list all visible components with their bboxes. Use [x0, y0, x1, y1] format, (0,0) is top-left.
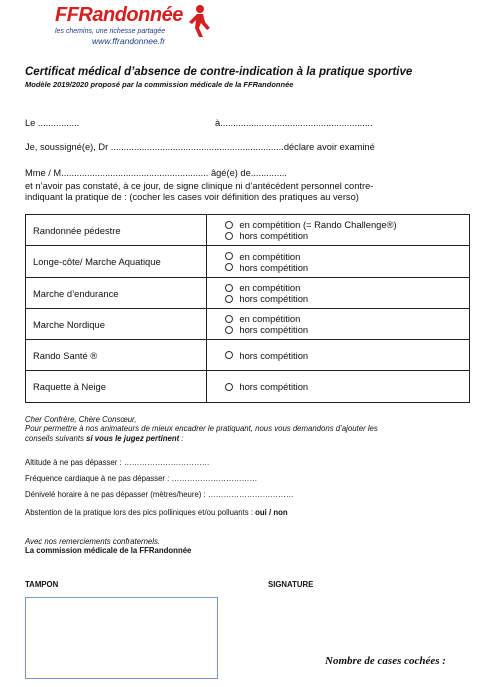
checked-count-label: Nombre de cases cochées : [325, 655, 446, 667]
statement-line-1: et n’avoir pas constaté, à ce jour, de signe clinique ni d’antécédent personnel contre- [25, 181, 374, 191]
abstention-field [25, 508, 288, 518]
stamp-box[interactable] [25, 597, 218, 679]
practice-options [207, 340, 470, 371]
letter-intro-2-b: si vous le jugez pertinent [86, 434, 180, 443]
option-label: en compétition [239, 250, 301, 262]
option-label: hors compétition [239, 293, 309, 304]
heart-rate-field[interactable]: Fréquence cardiaque à ne pas dépasser : …………………………… [25, 474, 258, 483]
radio-button-icon[interactable] [225, 295, 233, 303]
radio-button-icon[interactable] [225, 315, 233, 323]
letter-greeting: Cher Confrère, Chère Consœur, [25, 415, 137, 424]
practice-options [207, 246, 470, 278]
radio-option[interactable] [225, 262, 469, 273]
radio-option[interactable] [225, 324, 469, 335]
option-label: hors compétition [239, 381, 309, 392]
place-field[interactable]: à........................................................... [215, 118, 373, 128]
practice-options [207, 215, 470, 246]
radio-option[interactable] [225, 219, 469, 230]
practice-name: Raquette à Neige [26, 371, 207, 403]
abstention-label: Abstention de la pratique lors des pics polliniques et/ou polluants : [25, 508, 256, 517]
radio-option[interactable] [225, 282, 469, 293]
stamp-label: TAMPON [25, 580, 59, 589]
option-label: hors compétition [239, 324, 309, 335]
practices-table [25, 214, 470, 403]
signature-label: SIGNATURE [268, 580, 314, 589]
table-row [26, 215, 470, 246]
logo-text: FFRandonnée [55, 4, 183, 26]
option-label: hors compétition [239, 230, 309, 241]
hiker-logo-icon [183, 4, 213, 38]
practice-options [207, 309, 470, 340]
practice-name: Longe-côte/ Marche Aquatique [26, 246, 207, 278]
practice-name: Marche Nordique [26, 309, 207, 340]
radio-button-icon[interactable] [225, 351, 233, 359]
radio-option[interactable] [225, 251, 469, 262]
option-label: en compétition [239, 313, 301, 324]
radio-button-icon[interactable] [225, 326, 233, 334]
radio-option[interactable] [225, 381, 469, 392]
thanks-line: Avec nos remerciements confraternels. [25, 537, 161, 546]
letter-intro-1: Pour permettre à nos animateurs de mieux encadrer le pratiquant, nous vous demandons d’ajouter les [25, 424, 378, 433]
signoff-line: La commission médicale de la FFRandonnée [25, 546, 192, 555]
table-row [26, 371, 470, 403]
page-subtitle: Modèle 2019/2020 proposé par la commission médicale de la FFRandonnée [25, 80, 294, 89]
logo-tagline: les chemins, une richesse partagée [55, 28, 166, 35]
option-label: hors compétition [239, 349, 309, 361]
elevation-field[interactable]: Dénivelé horaire à ne pas dépasser (mètres/heure) : …………………………… [25, 490, 294, 499]
abstention-choice[interactable]: oui / non [255, 508, 288, 517]
date-field[interactable]: Le ................ [25, 118, 80, 128]
option-label: hors compétition [239, 261, 309, 273]
practice-name: Randonnée pédestre [26, 215, 207, 246]
table-row [26, 278, 470, 309]
radio-button-icon[interactable] [225, 383, 233, 391]
radio-button-icon[interactable] [225, 284, 233, 292]
table-row [26, 309, 470, 340]
radio-button-icon[interactable] [225, 221, 233, 229]
statement-line-2: indiquant la pratique de : (cocher les cases voir définition des pratiques au verso) [25, 192, 359, 202]
letter-intro-2 [25, 434, 184, 444]
practice-name: Marche d’endurance [26, 278, 207, 309]
table-row [26, 340, 470, 371]
radio-option[interactable] [225, 230, 469, 241]
radio-option[interactable] [225, 313, 469, 324]
option-label: en compétition (= Rando Challenge®) [239, 219, 397, 230]
doctor-field[interactable]: Je, soussigné(e), Dr ...................................................................déclare avoir examiné [25, 142, 375, 152]
option-label: en compétition [239, 282, 301, 293]
letter-intro-2-a: conseils suivants [25, 434, 87, 443]
radio-button-icon[interactable] [225, 252, 233, 260]
altitude-field[interactable]: Altitude à ne pas dépasser : …………………………… [25, 458, 210, 467]
page-title: Certificat médical d’absence de contre-indication à la pratique sportive [25, 66, 413, 78]
table-row [26, 246, 470, 278]
radio-option[interactable] [225, 350, 469, 361]
radio-button-icon[interactable] [225, 263, 233, 271]
patient-field[interactable]: Mme / M......................................................... âgé(e) de.............. [25, 168, 287, 178]
practice-options [207, 278, 470, 309]
practice-options [207, 371, 470, 403]
radio-option[interactable] [225, 293, 469, 304]
letter-intro-2-c: : [179, 434, 184, 443]
practice-name: Rando Santé ® [26, 340, 207, 371]
radio-button-icon[interactable] [225, 232, 233, 240]
logo-url: www.ffrandonnee.fr [92, 36, 166, 46]
